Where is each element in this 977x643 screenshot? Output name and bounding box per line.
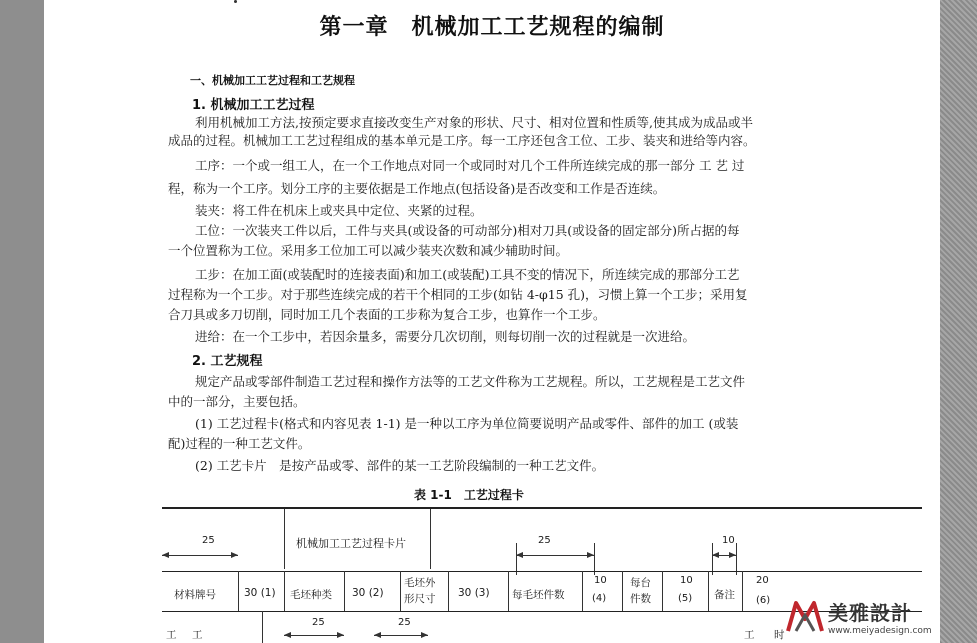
- form-divider: [344, 571, 345, 611]
- brand-logo-icon: [786, 597, 824, 635]
- watermark-url: www.meiyadesign.com: [828, 625, 932, 636]
- paragraph-line: 规定产品或零部件制造工艺过程和操作方法等的工艺文件称为工艺规程。所以，工艺规程是工艺文件: [195, 374, 746, 389]
- bottom-label: 工: [192, 629, 203, 641]
- cell-dim: 20: [756, 575, 769, 586]
- dimension-line: [712, 555, 736, 556]
- form-divider: [742, 571, 743, 611]
- cell-material-grade: 材料牌号: [174, 589, 216, 601]
- chapter-title: 第一章 机械加工工艺规程的编制: [319, 15, 665, 40]
- cell-pieces-per-blank: 每毛坯件数: [512, 589, 565, 601]
- form-divider: [238, 571, 239, 611]
- dimension-line: [284, 635, 344, 636]
- dim-label: 10: [722, 535, 735, 546]
- paragraph-line: 利用机械加工方法,按预定要求直接改变生产对象的形状、尺寸、相对位置和性质等,使其成为成品或半: [195, 115, 753, 130]
- paragraph-line: 中的一部分，主要包括。: [168, 394, 306, 409]
- form-divider: [400, 571, 401, 611]
- form-divider: [448, 571, 449, 611]
- dimension-line: [162, 555, 238, 556]
- form-top-border: [162, 507, 922, 509]
- form-divider: [508, 571, 509, 611]
- paragraph-line: 一个位置称为工位。采用多工位加工可以减少装夹次数和减少辅助时间。: [168, 243, 569, 258]
- form-divider: [284, 509, 285, 569]
- scan-speck: [234, 0, 237, 3]
- cell-dim: 30 (3): [458, 587, 490, 599]
- paragraph-line: 程，称为一个工序。划分工序的主要依据是工作地点(包括设备)是否改变和工作是否连续。: [168, 181, 666, 196]
- paragraph-line: 工位：一次装夹工件以后，工件与夹具(或设备的可动部分)相对刀具(或设备的固定部分)所占据的每: [195, 223, 740, 238]
- paragraph-line: 进给：在一个工步中，若因余量多，需要分几次切削，则每切削一次的过程就是一次进给。: [195, 329, 696, 344]
- form-divider: [622, 571, 623, 611]
- watermark-brand: 美雅設計: [828, 600, 912, 625]
- bottom-label: 工: [744, 629, 755, 641]
- document-page: [44, 0, 940, 643]
- form-divider: [262, 611, 263, 643]
- cell-blank-size-2: 形尺寸: [404, 593, 436, 605]
- subheading-regulation: 2. 工艺规程: [192, 354, 263, 369]
- dim-label: 25: [538, 535, 551, 546]
- form-row-border: [162, 571, 922, 572]
- paragraph-line: 工步：在加工面(或装配时的连接表面)和加工(或装配)工具不变的情况下，所连续完成的那部分工艺: [195, 267, 740, 282]
- table-caption: 表 1-1 工艺过程卡: [414, 488, 524, 502]
- paragraph-line: 配)过程的一种工艺文件。: [168, 436, 311, 451]
- paragraph-line: (2) 工艺卡片 是按产品或零、部件的某一工艺阶段编制的一种工艺文件。: [195, 458, 605, 473]
- cell-dim: (5): [678, 593, 693, 604]
- paragraph-line: 成品的过程。机械加工工艺过程组成的基本单元是工序。每一工序还包含工位、工步、装夹和进给等内容。: [168, 133, 756, 148]
- cell-remarks: 备注: [714, 589, 735, 601]
- cell-dim: 30 (1): [244, 587, 276, 599]
- bottom-label: 时: [774, 629, 785, 641]
- dim-label: 25: [398, 617, 411, 628]
- paragraph-line: 工序：一个或一组工人，在一个工作地点对同一个或同时对几个工件所连续完成的那一部分 工 艺 过: [195, 158, 745, 173]
- cell-dim: 10: [594, 575, 607, 586]
- paragraph-line: 装夹：将工件在机床上或夹具中定位、夹紧的过程。: [195, 203, 483, 218]
- paragraph-line: 合刀具或多刀切削，同时加工几个表面的工步称为复合工步，也算作一个工步。: [168, 307, 606, 322]
- cell-per-unit-2: 件数: [630, 593, 651, 605]
- right-scroll-area[interactable]: [940, 0, 977, 643]
- bottom-label: 工: [166, 629, 177, 641]
- form-divider: [430, 509, 431, 569]
- cell-dim: 10: [680, 575, 693, 586]
- section-heading: 一、机械加工工艺过程和工艺规程: [190, 74, 355, 87]
- form-divider: [662, 571, 663, 611]
- subheading-process: 1. 机械加工工艺过程: [192, 98, 315, 113]
- cell-dim: 30 (2): [352, 587, 384, 599]
- dim-label: 25: [202, 535, 215, 546]
- dimension-line: [374, 635, 428, 636]
- dimension-line: [516, 555, 594, 556]
- paragraph-line: (1) 工艺过程卡(格式和内容见表 1-1) 是一种以工序为单位简要说明产品或零件、部件的加工 (或装: [195, 416, 739, 431]
- cell-dim: (6): [756, 595, 771, 606]
- cell-blank-size-1: 毛坯外: [404, 577, 436, 589]
- form-divider: [708, 571, 709, 611]
- form-divider: [284, 571, 285, 611]
- left-margin: [0, 0, 44, 643]
- cell-dim: (4): [592, 593, 607, 604]
- cell-per-unit-1: 每台: [630, 577, 651, 589]
- form-title: 机械加工工艺过程卡片: [296, 537, 406, 550]
- paragraph-line: 过程称为一个工步。对于那些连续完成的若干个相同的工步(如钻 4-φ15 孔)，习惯上算一个工步；采用复: [168, 287, 748, 302]
- watermark: [786, 595, 970, 637]
- cell-blank-type: 毛坯种类: [290, 589, 332, 601]
- form-divider: [582, 571, 583, 611]
- dim-label: 25: [312, 617, 325, 628]
